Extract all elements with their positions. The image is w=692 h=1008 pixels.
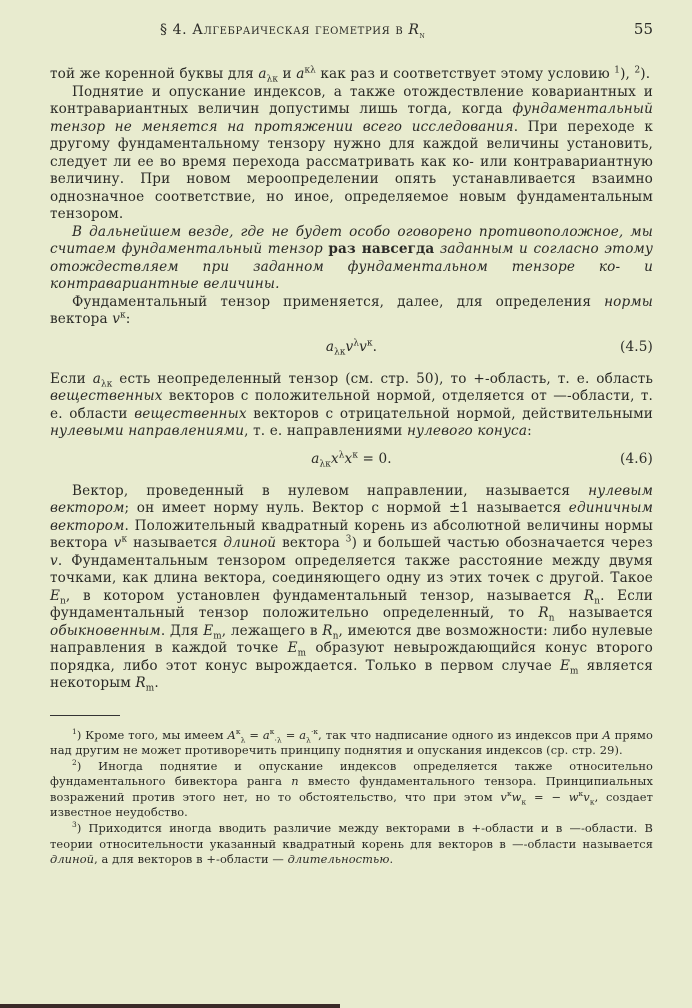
math-symbol: κ	[352, 449, 358, 460]
text-run: .	[389, 852, 394, 867]
book-page	[50, 22, 653, 868]
math-symbol: E	[203, 622, 214, 639]
math-symbol: 2	[634, 65, 641, 76]
math-symbol: m	[570, 666, 579, 677]
math-symbol: λκ	[334, 347, 346, 358]
emphasis-text: фундаментальный тензор не меняется на протяжении всего исследования	[50, 101, 653, 135]
text-run: прямо над другим не может противоречить принципу поднятия и опускания индексов (ср. стр. 29).	[50, 727, 653, 758]
text-run: вектора	[50, 311, 113, 327]
emphasis-text: обыкновенным	[50, 622, 161, 639]
footnote	[50, 821, 653, 868]
text-run: , а для векторов в +-области —	[94, 852, 288, 867]
math-symbol: λ	[338, 449, 345, 460]
text-run: , создает известное неудобство.	[50, 789, 653, 820]
text-run: =	[281, 727, 300, 742]
math-symbol: A	[227, 727, 236, 742]
text-run: называется	[554, 605, 653, 621]
paragraph	[50, 371, 653, 441]
math-symbol: R	[135, 675, 146, 691]
footnote-divider	[50, 715, 120, 716]
text-run: Если	[50, 370, 93, 387]
text-run: . Если фундаментальный тензор положительно определенный, то	[50, 587, 654, 621]
emphasis-text: единичным вектором	[50, 500, 653, 534]
math-symbol: w	[568, 789, 579, 804]
paragraph	[50, 483, 653, 693]
footnote	[50, 728, 653, 759]
math-symbol: ·λ	[274, 734, 282, 744]
math-symbol: m	[145, 683, 155, 694]
text-run: ) Кроме того, мы имеем	[76, 727, 228, 742]
text-run: .	[372, 338, 378, 355]
text-run: . Положительный квадратный корень из абсолютной величины нормы вектора	[50, 517, 653, 551]
emphasis-text: длительностью	[287, 852, 390, 867]
math-symbol: R	[322, 622, 333, 639]
math-symbol: a	[92, 370, 101, 387]
text-run: :	[125, 311, 131, 327]
text-run: вместо фундаментального тензора. Принципиальных возражений против этого нет, но то обстоятельство, что при этом	[50, 774, 653, 804]
emphasis-text: нулевым вектором	[50, 482, 653, 516]
math-symbol: n	[548, 613, 555, 624]
math-symbol: n	[594, 596, 601, 607]
emphasis-text: нулевого конуса	[406, 423, 528, 439]
text-run: векторов с отрицательной нормой, действительными	[246, 405, 653, 422]
math-symbol: v	[345, 338, 354, 355]
math-symbol: λ	[306, 734, 311, 744]
text-run: . Фундаментальным тензором определяется также расстояние между двумя точками, как длина вектора, соединяющего одну из этих точек с другой. Такое	[50, 552, 653, 586]
text-run: ).	[640, 66, 651, 82]
math-symbol: m	[213, 631, 222, 642]
text-run: векторов с положительной нормой, отделяется от —-области, т. е. области	[50, 388, 653, 422]
text-run: , так что надписание одного из индексов при	[318, 727, 603, 742]
paragraph	[50, 224, 653, 294]
section-title	[160, 22, 426, 41]
equation-number: (4.5)	[620, 338, 653, 355]
emphasis-text: заданным и согласно этому отождествляем при заданном фундаментальном тензоре ко- и контравариантные величины.	[50, 241, 653, 292]
text-run: является некоторым	[50, 657, 653, 691]
math-symbol: κ	[120, 310, 126, 321]
math-symbol: κ	[521, 797, 527, 807]
paragraph	[50, 294, 653, 329]
math-symbol: n	[60, 596, 66, 607]
section-title-math: R	[408, 22, 420, 38]
math-symbol: κ	[269, 726, 275, 736]
math-symbol: v	[113, 535, 122, 551]
text-run: той же коренной буквы для	[50, 66, 259, 82]
text-run: . Для	[160, 622, 204, 639]
text-run: ),	[620, 66, 635, 82]
math-symbol: κ	[578, 789, 584, 799]
equation	[50, 339, 653, 357]
footnotes	[50, 728, 653, 868]
text-run: называется	[127, 535, 224, 551]
math-symbol: a	[262, 727, 270, 742]
math-symbol: n	[332, 631, 339, 642]
text-run: ; он имеет норму нуль. Вектор с нормой ±1 называется	[124, 500, 569, 516]
math-symbol: 3	[345, 534, 352, 545]
page-number: 55	[633, 20, 653, 38]
math-symbol: x	[330, 450, 339, 467]
text-run: вектора	[276, 535, 346, 551]
math-symbol: κ	[366, 337, 373, 348]
text-run: .	[154, 675, 159, 691]
main-text	[50, 66, 653, 693]
text-run: = −	[526, 789, 569, 804]
math-symbol: a	[296, 66, 305, 82]
math-symbol: v	[583, 789, 590, 804]
emphasis-text: вещественных	[134, 405, 247, 422]
math-symbol: x	[344, 450, 353, 467]
text-run: Поднятие и опускание индексов, а также отождествление ковариантных и контравариантных величин допустимы лишь тогда, когда	[50, 83, 653, 117]
math-symbol: λ	[240, 734, 246, 744]
emphasis-text: нормы	[604, 293, 653, 310]
math-symbol: κ	[121, 534, 128, 545]
math-symbol: a	[311, 450, 320, 467]
math-symbol: 1	[72, 726, 77, 736]
text-run: =	[245, 727, 263, 742]
math-symbol: ·κ	[310, 726, 319, 736]
emphasis-text: нулевыми направлениями	[50, 423, 245, 439]
section-title-subscript: n	[419, 30, 426, 41]
math-symbol: λκ	[266, 74, 279, 85]
emphasis-text: вещественных	[50, 388, 163, 404]
emphasis-text: раз навсегда	[328, 241, 435, 257]
equation-formula	[311, 449, 392, 470]
math-symbol: κ	[506, 789, 512, 799]
text-run: и	[278, 66, 297, 82]
text-run: ) и большей частью обозначается через	[351, 535, 653, 551]
math-symbol: a	[299, 727, 307, 742]
scan-edge	[0, 1004, 340, 1008]
math-symbol: E	[50, 587, 61, 604]
math-symbol: A	[602, 727, 611, 742]
text-run: :	[527, 423, 532, 439]
text-run: ) Иногда поднятие и опускание индексов определяется также относительно фундаментального бивектора ранга	[50, 758, 653, 789]
math-symbol: w	[511, 789, 522, 804]
text-run: , имеются две возможности: либо нулевые направления в каждой точке	[50, 622, 653, 656]
math-symbol: a	[325, 338, 335, 355]
equation-formula	[325, 337, 378, 358]
text-run: Фундаментальный тензор применяется, далее, для определения	[72, 293, 605, 310]
equation	[50, 451, 653, 469]
math-symbol: λκ	[100, 379, 113, 390]
math-symbol: λκ	[319, 459, 331, 470]
footnote	[50, 759, 653, 821]
text-run: Вектор, проведенный в нулевом направлении, называется	[72, 482, 589, 499]
emphasis-text: n	[291, 774, 299, 789]
emphasis-text: длиной	[223, 535, 277, 551]
math-symbol: m	[297, 648, 307, 659]
equation-number: (4.6)	[620, 450, 653, 467]
text-run: , лежащего в	[221, 622, 323, 639]
section-title-text: § 4. Алгебраическая геометрия в	[160, 22, 409, 38]
text-run: . При переходе к другому фундаментальному тензору нужно для каждой величины установить, следует ли ее во время перехода рассматривать как ко- или контравариантную величину. При новом мероопределении опять устанавливается взаимно однозначное соответствие, но иное, определяемое новым фундаментальным тензором.	[50, 118, 654, 222]
math-symbol: v	[500, 789, 507, 804]
text-run: ) Приходится иногда вводить различие между векторами в +-области и в —-области. В теории относительности указанный квадратный корень для векторов в —-области называется	[50, 821, 653, 851]
paragraph	[50, 84, 653, 224]
math-symbol: 3	[72, 820, 77, 830]
math-symbol: R	[538, 605, 549, 621]
text-run: есть неопределенный тензор (см. стр. 50), то +-область, т. е. область	[112, 370, 653, 387]
math-symbol: E	[559, 657, 571, 674]
math-symbol: E	[287, 640, 298, 656]
math-symbol: a	[258, 66, 267, 82]
math-symbol: 1	[614, 65, 621, 76]
emphasis-text: длиной	[50, 852, 95, 867]
emphasis-text: В дальнейшем везде, где не будет особо оговорено противоположное, мы считаем фундаментальный тензор	[50, 223, 653, 257]
math-symbol: v	[112, 311, 121, 327]
paragraph	[50, 66, 653, 84]
running-header	[50, 22, 653, 48]
math-symbol: v	[50, 552, 58, 569]
math-symbol: κ	[589, 797, 595, 807]
text-run: образуют невырождающийся конус второго порядка, либо этот конус вырождается. Только в первом случае	[50, 640, 653, 674]
text-run: , в котором установлен фундаментальный тензор, называется	[65, 587, 584, 604]
math-symbol: λ	[353, 337, 360, 348]
math-symbol: κλ	[304, 65, 316, 76]
math-symbol: v	[359, 338, 367, 355]
math-symbol: κ	[235, 726, 241, 736]
text-run: как раз и соответствует этому условию	[315, 66, 615, 82]
math-symbol: R	[583, 587, 595, 604]
math-symbol: 2	[72, 757, 77, 767]
text-run: = 0.	[358, 450, 392, 467]
text-run: , т. е. направлениями	[244, 423, 407, 439]
